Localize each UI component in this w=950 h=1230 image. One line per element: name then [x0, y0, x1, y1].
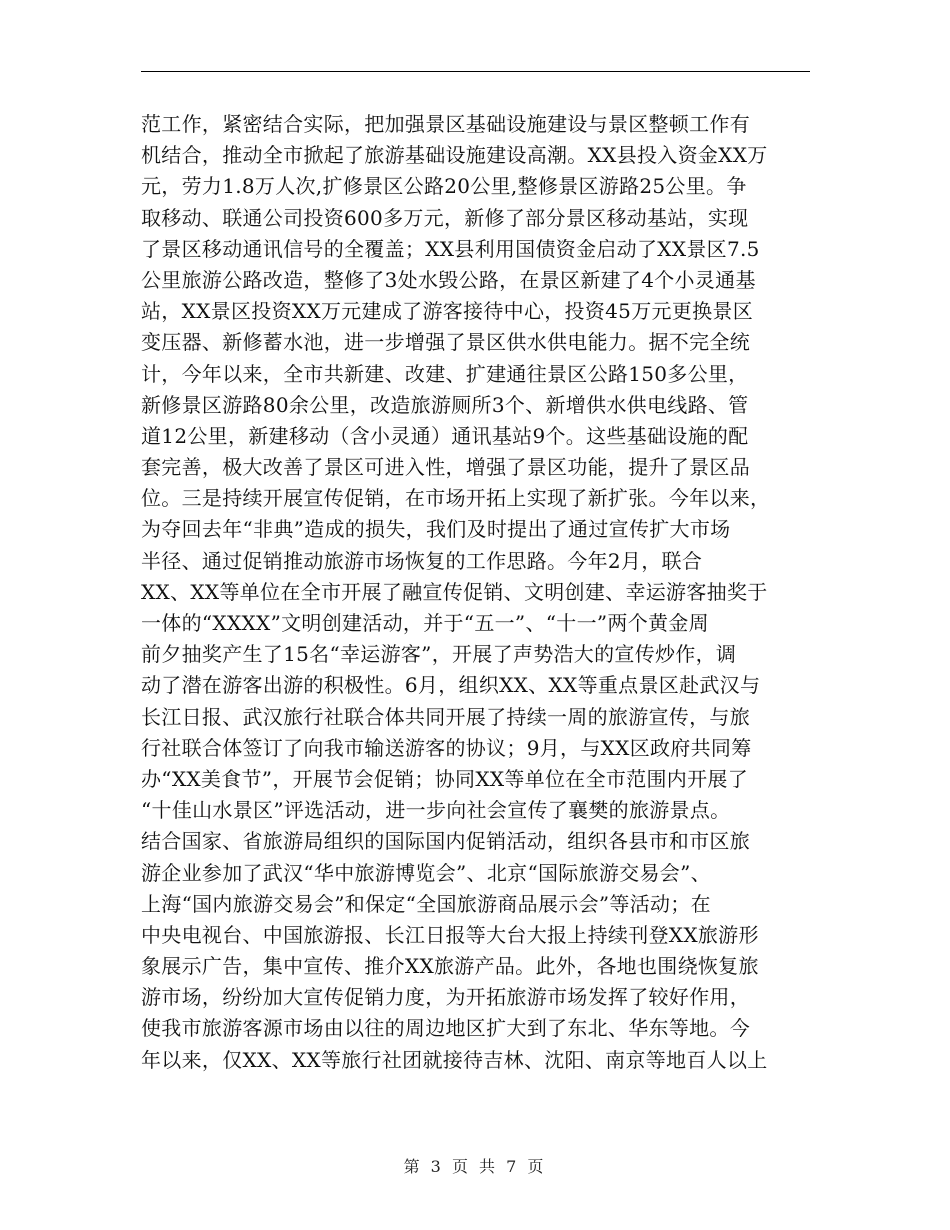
header-rule — [141, 71, 810, 72]
text-line-26: 上海“国内旅游交易会”和保定“全国旅游商品展示会”等活动；在 — [141, 891, 711, 916]
text-line-2: 机结合，推动全市掀起了旅游基础设施建设高潮。XX县投入资金XX万 — [141, 143, 768, 168]
text-line-17: 一体的“XXXX”文明创建活动，并于“五一”、“十一”两个黄金周 — [141, 611, 709, 635]
text-line-29: 游市场，纷纷加大宣传促销力度，为开拓旅游市场发挥了较好作用， — [141, 985, 750, 1010]
text-line-31: 年以来，仅XX、XX等旅行社团就接待吉林、沈阳、南京等地百人以上 — [141, 1047, 768, 1072]
page-number-footer: 第 3 页 共 7 页 — [403, 1157, 547, 1176]
text-line-8: 变压器、新修蓄水池，进一步增强了景区供水供电能力。据不完全统 — [141, 330, 750, 355]
text-line-14: 为夺回去年“非典”造成的损失，我们及时提出了通过宣传扩大市场 — [141, 517, 731, 542]
text-line-5: 了景区移动通讯信号的全覆盖；XX县利用国债资金启动了XX景区7.5 — [141, 236, 760, 261]
text-line-21: 行社联合体签订了向我市输送游客的协议；9月，与XX区政府共同筹 — [141, 735, 752, 760]
text-line-3: 元，劳力1.8万人次,扩修景区公路20公里,整修景区游路25公里。争 — [141, 174, 747, 199]
text-line-30: 使我市旅游客源市场由以往的周边地区扩大到了东北、华东等地。今 — [141, 1016, 750, 1041]
text-line-23: “十佳山水景区”评选活动，进一步向社会宣传了襄樊的旅游景点。 — [141, 798, 731, 823]
text-line-1: 范工作，紧密结合实际，把加强景区基础设施建设与景区整顿工作有 — [141, 112, 750, 136]
text-line-9: 计，今年以来，全市共新建、改建、扩建通往景区公路150多公里， — [141, 361, 749, 386]
text-line-20: 长江日报、武汉旅行社联合体共同开展了持续一周的旅游宣传，与旅 — [141, 704, 750, 729]
text-line-24: 结合国家、省旅游局组织的国际国内促销活动，组织各县市和市区旅 — [141, 829, 750, 854]
text-line-28: 象展示广告，集中宣传、推介XX旅游产品。此外，各地也围绕恢复旅 — [141, 954, 759, 979]
text-line-22: 办“XX美食节”，开展节会促销；协同XX等单位在全市范围内开展了 — [141, 766, 749, 791]
text-line-13: 位。三是持续开展宣传促销，在市场开拓上实现了新扩张。今年以来， — [141, 486, 771, 511]
text-line-18: 前夕抽奖产生了15名“幸运游客”，开展了声势浩大的宣传炒作，调 — [141, 642, 737, 667]
text-line-19: 动了潜在游客出游的积极性。6月，组织XX、XX等重点景区赴武汉与 — [141, 673, 761, 698]
text-line-15: 半径、通过促销推动旅游市场恢复的工作思路。今年2月，联合 — [141, 548, 703, 573]
text-line-7: 站，XX景区投资XX万元建成了游客接待中心，投资45万元更换景区 — [141, 299, 754, 324]
text-line-10: 新修景区游路80余公里，改造旅游厕所3个、新增供水供电线路、管 — [141, 392, 749, 417]
text-line-6: 公里旅游公路改造，整修了3处水毁公路，在景区新建了4个小灵通基 — [141, 267, 756, 292]
body-text — [141, 109, 813, 1076]
text-line-11: 道12公里，新建移动（含小灵通）通讯基站9个。这些基础设施的配 — [141, 423, 749, 448]
text-line-25: 游企业参加了武汉“华中旅游博览会”、北京“国际旅游交易会”、 — [141, 860, 711, 885]
text-line-16: XX、XX等单位在全市开展了融宣传促销、文明创建、幸运游客抽奖于 — [141, 579, 768, 604]
text-line-4: 取移动、联通公司投资600多万元，新修了部分景区移动基站，实现 — [141, 205, 749, 230]
text-line-12: 套完善，极大改善了景区可进入性，增强了景区功能，提升了景区品 — [141, 455, 750, 480]
text-line-27: 中央电视台、中国旅游报、长江日报等大台大报上持续刊登XX旅游形 — [141, 922, 759, 947]
